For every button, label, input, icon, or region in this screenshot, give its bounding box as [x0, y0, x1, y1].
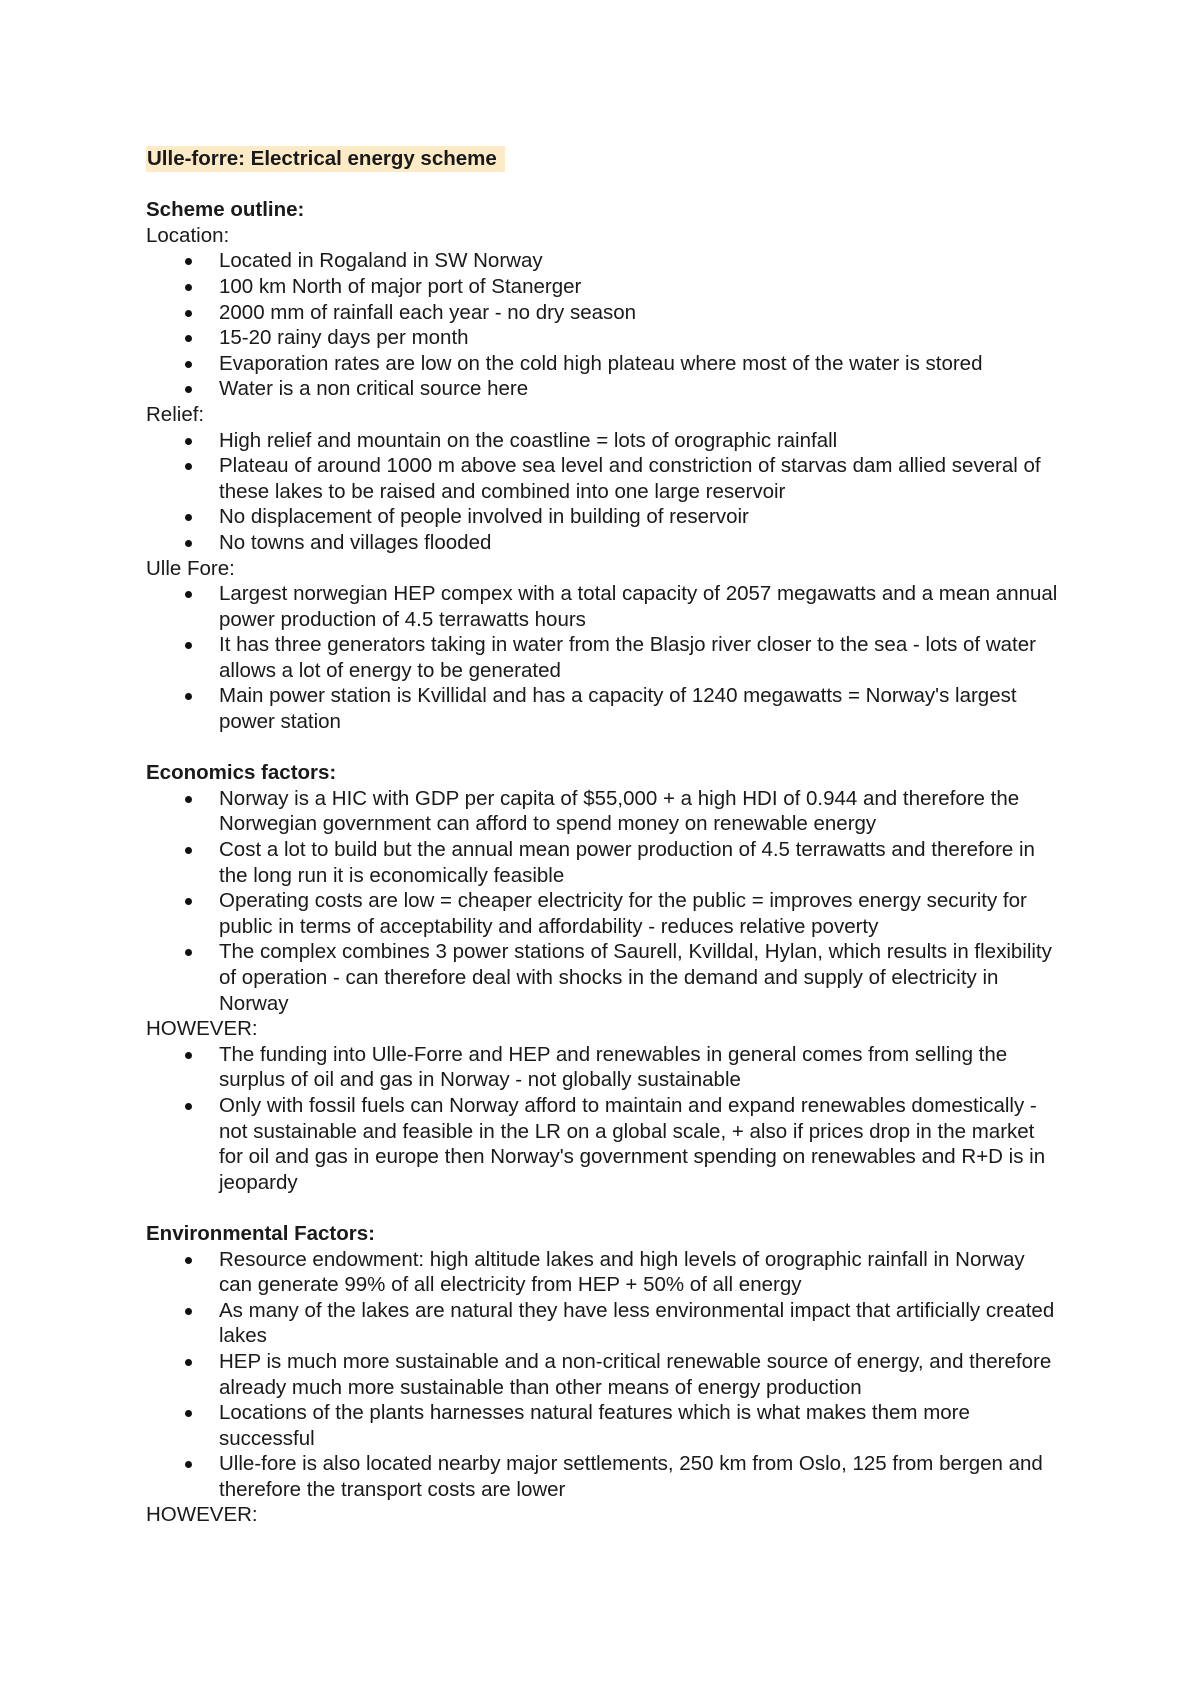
list-item	[219, 1093, 1080, 1195]
economics-heading: Economics factors:	[146, 761, 337, 785]
bullet-icon	[185, 1359, 192, 1366]
bullet-icon	[185, 591, 192, 598]
list-item	[219, 1451, 1080, 1502]
bullet-icon	[185, 1257, 192, 1264]
scheme-outline-heading: Scheme outline:	[146, 198, 305, 222]
bullet-icon	[185, 1103, 192, 1110]
list-item	[219, 939, 1080, 1016]
list-item	[219, 428, 1080, 454]
list-item-text: Located in Rogaland in SW Norway	[219, 249, 543, 273]
list-item	[219, 837, 1080, 888]
bullet-icon	[185, 796, 192, 803]
location-list	[146, 248, 1080, 402]
relief-list	[146, 428, 1080, 556]
list-item-text: 100 km North of major port of Stanerger	[219, 274, 582, 298]
list-item-text: 15-20 rainy days per month	[219, 326, 469, 350]
list-item	[219, 274, 1080, 300]
list-item	[219, 248, 1080, 274]
ulle-fore-list	[146, 581, 1080, 735]
list-item-text: Evaporation rates are low on the cold high plateau where most of the water is stored	[219, 351, 983, 375]
list-item-text: HEP is much more sustainable and a non-critical renewable source of energy, and therefore already much more sustainable than other means of energy production	[219, 1349, 1052, 1399]
list-item-text: The complex combines 3 power stations of Saurell, Kvilldal, Hylan, which results in flexibility of operation - can therefore deal with shocks in the demand and supply of electricity in Norway	[219, 940, 1052, 1015]
list-item-text: 2000 mm of rainfall each year - no dry season	[219, 300, 637, 324]
list-item-text: Only with fossil fuels can Norway afford to maintain and expand renewables domestically - not sustainable and feasible in the LR on a global scale, + also if prices drop in the market for oil and gas in europe then Norway's government spending on renewables and R+D is in jeopardy	[219, 1093, 1046, 1194]
list-item-text: Ulle-fore is also located nearby major settlements, 250 km from Oslo, 125 from bergen and therefore the transport costs are lower	[219, 1452, 1043, 1501]
document-title: Ulle-forre: Electrical energy scheme	[146, 146, 505, 172]
list-item-text: No towns and villages flooded	[219, 530, 492, 554]
list-item	[219, 504, 1080, 530]
relief-label: Relief:	[146, 402, 205, 426]
list-item	[219, 1247, 1080, 1298]
list-item	[219, 453, 1080, 504]
environmental-heading: Environmental Factors:	[146, 1221, 375, 1245]
bullet-icon	[185, 361, 192, 368]
bullet-icon	[185, 847, 192, 854]
list-item	[219, 1042, 1080, 1093]
list-item	[219, 683, 1080, 734]
bullet-icon	[185, 898, 192, 905]
list-item-text: Resource endowment: high altitude lakes and high levels of orographic rainfall in Norway can generate 99% of all electricity from HEP + 50% of all energy	[219, 1247, 1025, 1297]
list-item	[219, 530, 1080, 556]
list-item	[219, 300, 1080, 326]
list-item-text: Largest norwegian HEP compex with a total capacity of 2057 megawatts and a mean annual power production of 4.5 terrawatts hours	[219, 582, 1058, 631]
bullet-icon	[185, 438, 192, 445]
economics-however-label: HOWEVER:	[146, 1017, 258, 1041]
list-item-text: Operating costs are low = cheaper electricity for the public = improves energy security for public in terms of acceptability and affordability - reduces relative poverty	[219, 889, 1027, 938]
list-item-text: The funding into Ulle-Forre and HEP and renewables in general comes from selling the surplus of oil and gas in Norway - not globally sustainable	[219, 1042, 1008, 1092]
bullet-icon	[185, 463, 192, 470]
list-item-text: Cost a lot to build but the annual mean power production of 4.5 terrawatts and therefore in the long run it is economically feasible	[219, 838, 1035, 887]
list-item	[219, 888, 1080, 939]
bullet-icon	[185, 386, 192, 393]
list-item-text: Water is a non critical source here	[219, 377, 529, 401]
list-item-text: Plateau of around 1000 m above sea level and constriction of starvas dam allied several of these lakes to be raised and combined into one large reservoir	[219, 454, 1041, 503]
location-label: Location:	[146, 223, 230, 247]
list-item	[219, 1349, 1080, 1400]
bullet-icon	[185, 540, 192, 547]
list-item	[219, 376, 1080, 402]
list-item	[219, 1400, 1080, 1451]
bullet-icon	[185, 949, 192, 956]
economics-however-list	[146, 1042, 1080, 1196]
bullet-icon	[185, 284, 192, 291]
list-item-text: No displacement of people involved in building of reservoir	[219, 505, 749, 529]
list-item	[219, 581, 1080, 632]
list-item	[219, 325, 1080, 351]
list-item	[219, 1298, 1080, 1349]
bullet-icon	[185, 642, 192, 649]
list-item-text: As many of the lakes are natural they have less environmental impact that artificially created lakes	[219, 1298, 1055, 1348]
spacer	[146, 735, 1080, 761]
list-item-text: Norway is a HIC with GDP per capita of $55,000 + a high HDI of 0.944 and therefore the Norwegian government can afford to spend money on renewable energy	[219, 786, 1020, 836]
list-item	[219, 786, 1080, 837]
list-item	[219, 351, 1080, 377]
bullet-icon	[185, 1308, 192, 1315]
bullet-icon	[185, 514, 192, 521]
environmental-however-label: HOWEVER:	[146, 1503, 258, 1527]
ulle-fore-label: Ulle Fore:	[146, 556, 235, 580]
bullet-icon	[185, 693, 192, 700]
list-item-text: Main power station is Kvillidal and has a capacity of 1240 megawatts = Norway's largest power station	[219, 684, 1017, 734]
list-item-text: Locations of the plants harnesses natural features which is what makes them more successful	[219, 1401, 970, 1450]
list-item-text: High relief and mountain on the coastline = lots of orographic rainfall	[219, 428, 838, 452]
list-item	[219, 632, 1080, 683]
bullet-icon	[185, 1410, 192, 1417]
bullet-icon	[185, 335, 192, 342]
bullet-icon	[185, 1461, 192, 1468]
list-item-text: It has three generators taking in water from the Blasjo river closer to the sea - lots of water allows a lot of energy to be generated	[219, 633, 1036, 682]
bullet-icon	[185, 1052, 192, 1059]
spacer	[146, 1195, 1080, 1221]
bullet-icon	[185, 258, 192, 265]
bullet-icon	[185, 310, 192, 317]
economics-list	[146, 786, 1080, 1016]
environmental-list	[146, 1247, 1080, 1503]
